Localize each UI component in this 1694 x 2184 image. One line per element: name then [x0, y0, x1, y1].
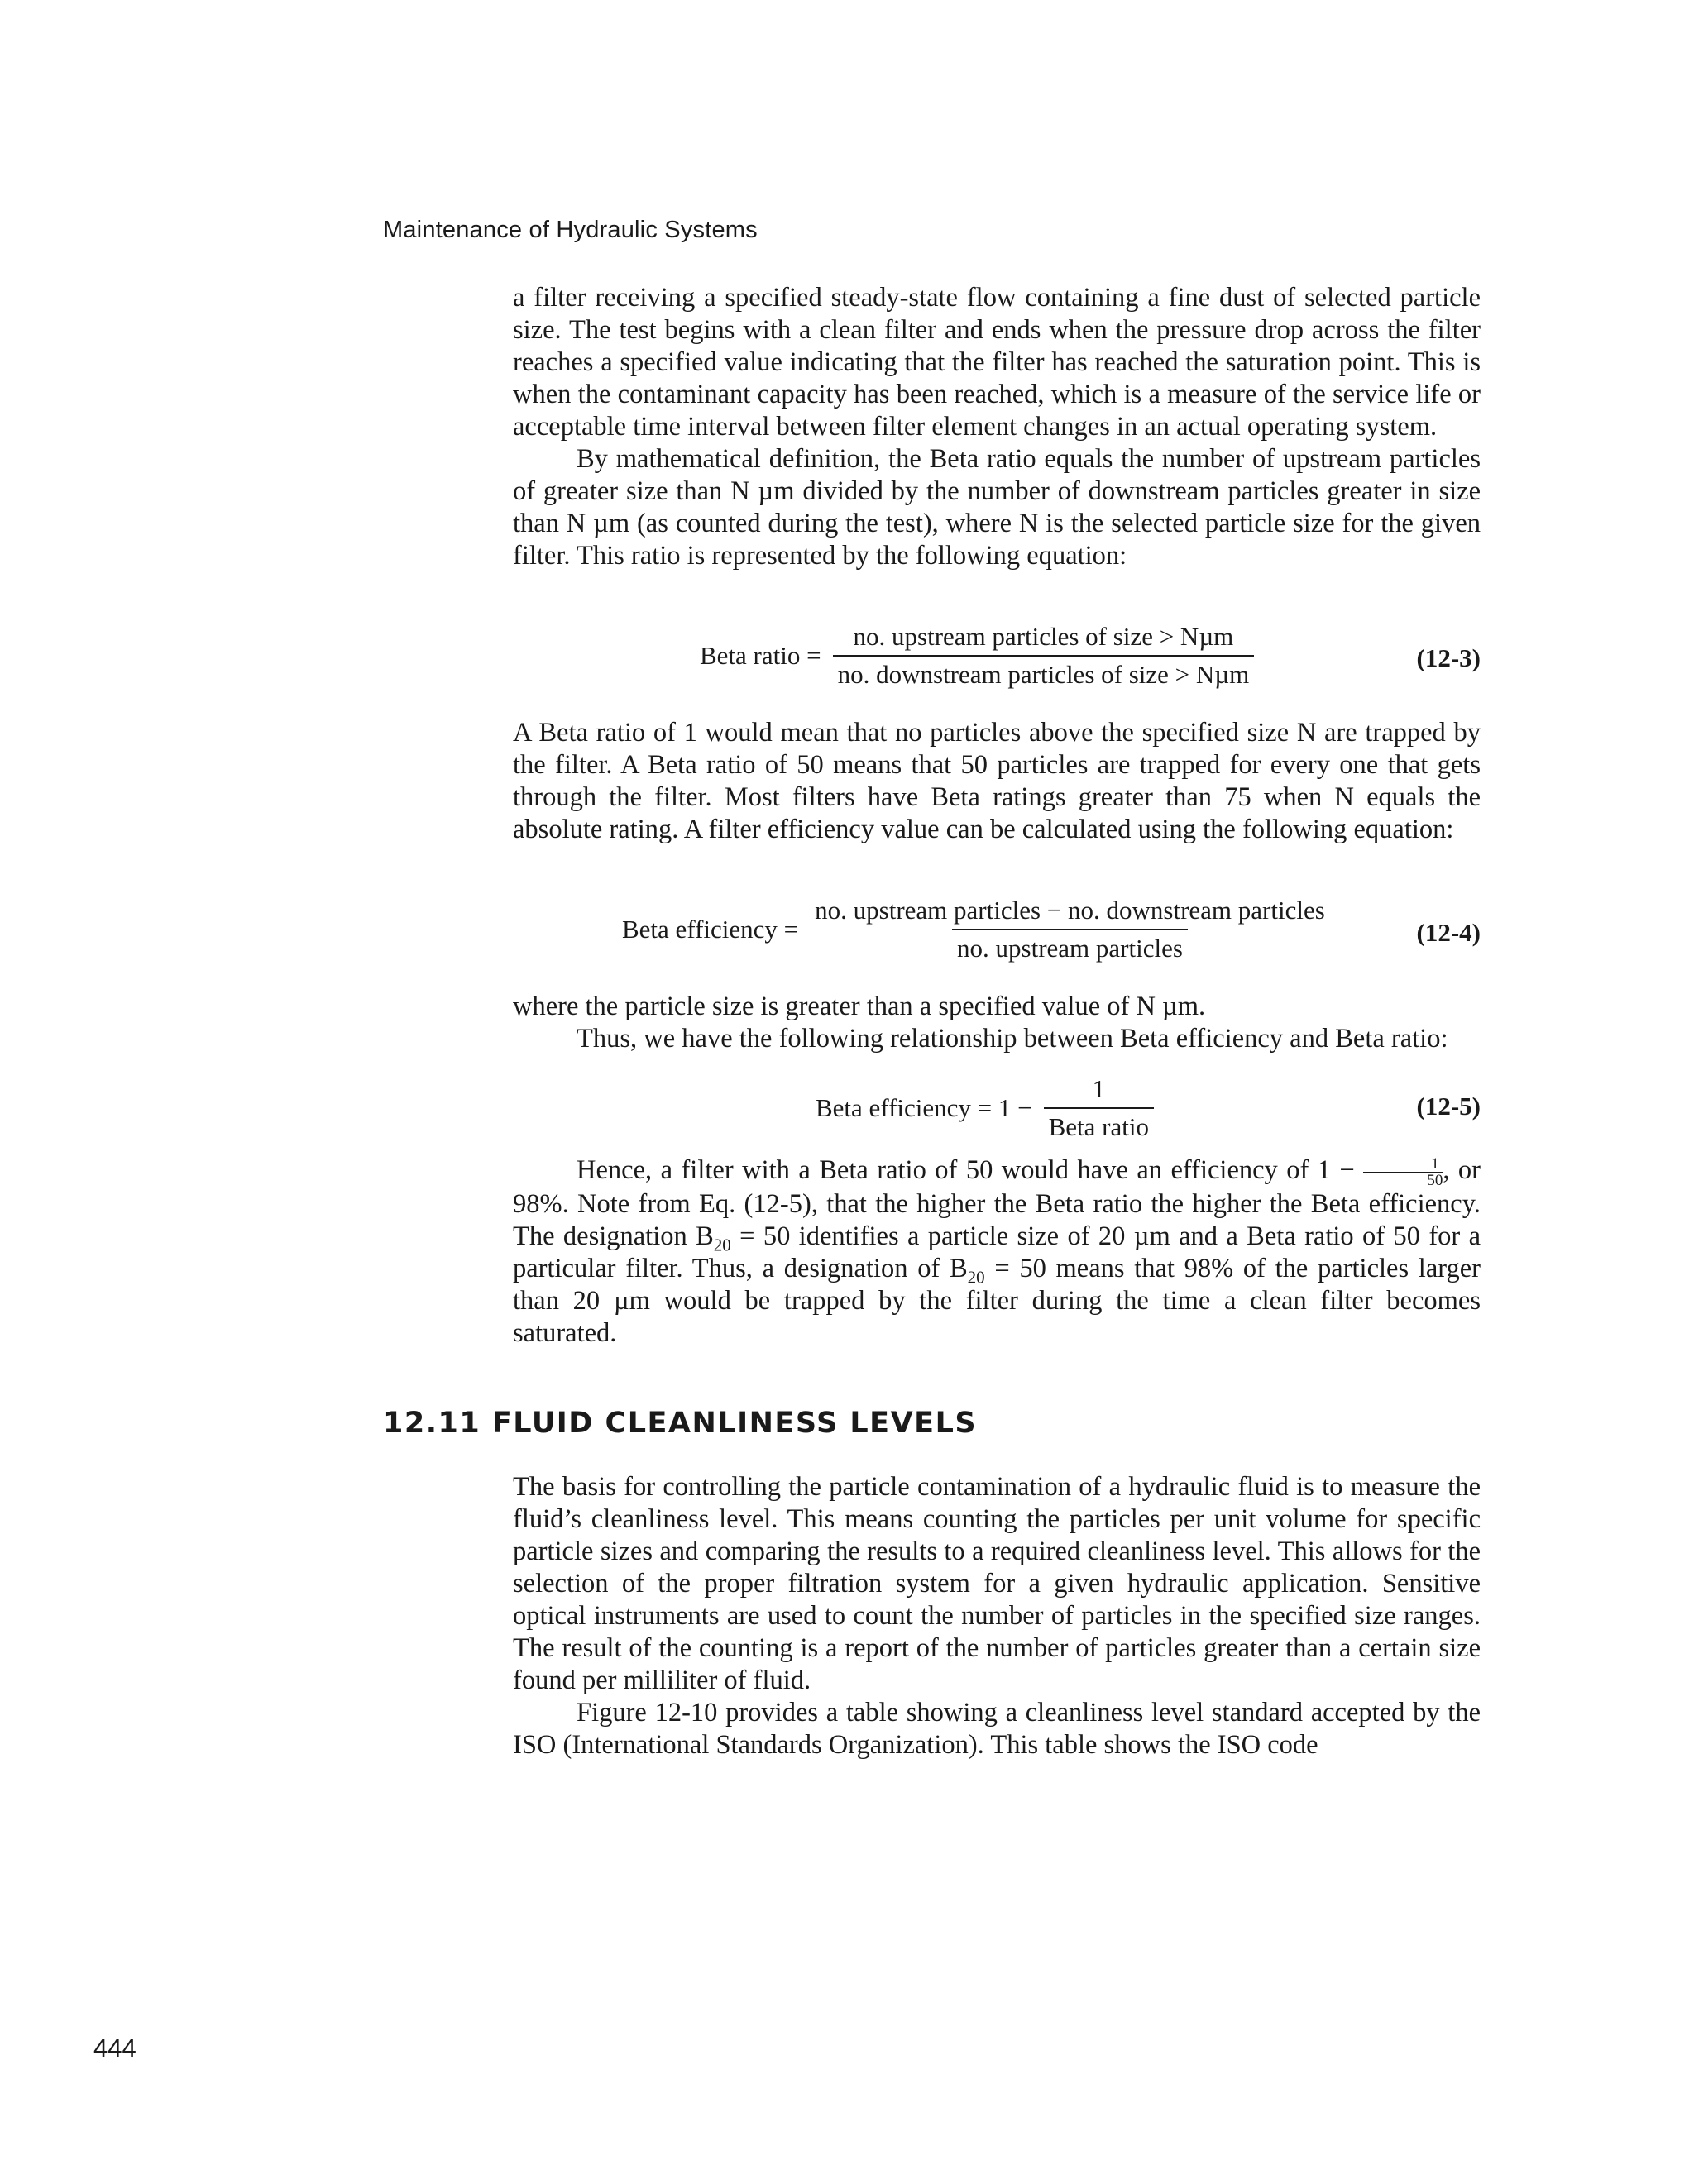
- equation-numerator: no. upstream particles − no. downstream particles: [815, 896, 1325, 925]
- equation-fraction: [833, 622, 1255, 690]
- equation-number: (12-4): [1416, 918, 1481, 947]
- running-head: Maintenance of Hydraulic Systems: [383, 217, 758, 243]
- body-text-block: [513, 1154, 1481, 1350]
- text-run: = 50 identifies a particle size of 20 µm and a Beta ratio of 50 for a particular filter. Thus, a designation of B: [513, 1221, 1481, 1284]
- paragraph: By mathematical definition, the Beta ratio equals the number of upstream particles of greater size than N µm divided by the number of downstream particles greater in size than N µm (as counted during the test), where N is the selected particle size for the given filter. This ratio is represented by the following equation:: [513, 444, 1481, 571]
- body-text-block: [513, 1471, 1481, 1761]
- text-run: Hence, a filter with a Beta ratio of 50 would have an efficiency of 1 −: [577, 1155, 1355, 1185]
- body-text-block: [513, 282, 1481, 572]
- paragraph: Figure 12-10 provides a table showing a cleanliness level standard accepted by the ISO (International Standards Organization). This table shows the ISO code: [513, 1698, 1481, 1760]
- paragraph: The basis for controlling the particle contamination of a hydraulic fluid is to measure the fluid’s cleanliness level. This means counting the particles per unit volume for specific particle sizes and comparing the results to a required cleanliness level. This allows for the selection of the proper filtration system for a given hydraulic application. Sensitive optical instruments are used to count the number of particles in the specified size ranges. The result of the counting is a report of the number of particles greater than a certain size found per milliliter of fluid.: [513, 1472, 1481, 1695]
- paragraph: Thus, we have the following relationship between Beta efficiency and Beta ratio:: [577, 1024, 1448, 1054]
- body-text-block: [513, 717, 1481, 846]
- equation-numerator: 1: [1092, 1074, 1106, 1103]
- text-run: = 50 means that 98% of the particles larger than 20 µm would be trapped by the filter during the time a clean filter becomes saturated.: [513, 1254, 1481, 1349]
- equation-number: (12-5): [1416, 1092, 1481, 1121]
- equation-efficiency-relation: [816, 1074, 1154, 1142]
- subscript: 20: [967, 1267, 985, 1288]
- page-number: 444: [93, 2033, 136, 2062]
- equation-beta-ratio: [700, 622, 1254, 690]
- body-text-block: [513, 991, 1481, 1055]
- equation-lhs: Beta efficiency = 1 −: [816, 1093, 1032, 1122]
- inline-fraction: [1363, 1156, 1443, 1188]
- equation-denominator: Beta ratio: [1044, 1107, 1154, 1142]
- paragraph: [513, 1154, 1481, 1350]
- equation-lhs: Beta efficiency =: [622, 915, 799, 944]
- fraction-denominator: 50: [1363, 1172, 1443, 1188]
- paragraph: where the particle size is greater than a specified value of N µm.: [513, 992, 1206, 1021]
- equation-denominator: no. upstream particles: [952, 929, 1188, 963]
- subscript: 20: [713, 1235, 731, 1255]
- text-run: , or 98%. Note from Eq. (12-5), that the higher the Beta ratio the higher the Beta efficiency. The designation B: [513, 1155, 1481, 1252]
- equation-number: (12-3): [1416, 643, 1481, 672]
- paragraph: a filter receiving a specified steady-state flow containing a fine dust of selected particle size. The test begins with a clean filter and ends when the pressure drop across the filter reaches a specified value indicating that the filter has reached the saturation point. This is when the contaminant capacity has been reached, which is a measure of the service life or acceptable time interval between filter element changes in an actual operating system.: [513, 283, 1481, 442]
- equation-lhs: Beta ratio =: [700, 641, 821, 670]
- equation-fraction: [810, 896, 1330, 963]
- equation-denominator: no. downstream particles of size > Nµm: [833, 655, 1255, 690]
- equation-beta-efficiency: [622, 896, 1330, 963]
- fraction-numerator: 1: [1431, 1155, 1439, 1173]
- equation-numerator: no. upstream particles of size > Nµm: [853, 622, 1234, 651]
- section-heading: 12.11 FLUID CLEANLINESS LEVELS: [383, 1407, 978, 1440]
- paragraph: A Beta ratio of 1 would mean that no particles above the specified size N are trapped by the filter. A Beta ratio of 50 means that 50 particles are trapped for every one that gets through the filter. Most filters have Beta ratings greater than 75 when N equals the absolute rating. A filter efficiency value can be calculated using the following equation:: [513, 718, 1481, 844]
- equation-fraction: [1044, 1074, 1154, 1142]
